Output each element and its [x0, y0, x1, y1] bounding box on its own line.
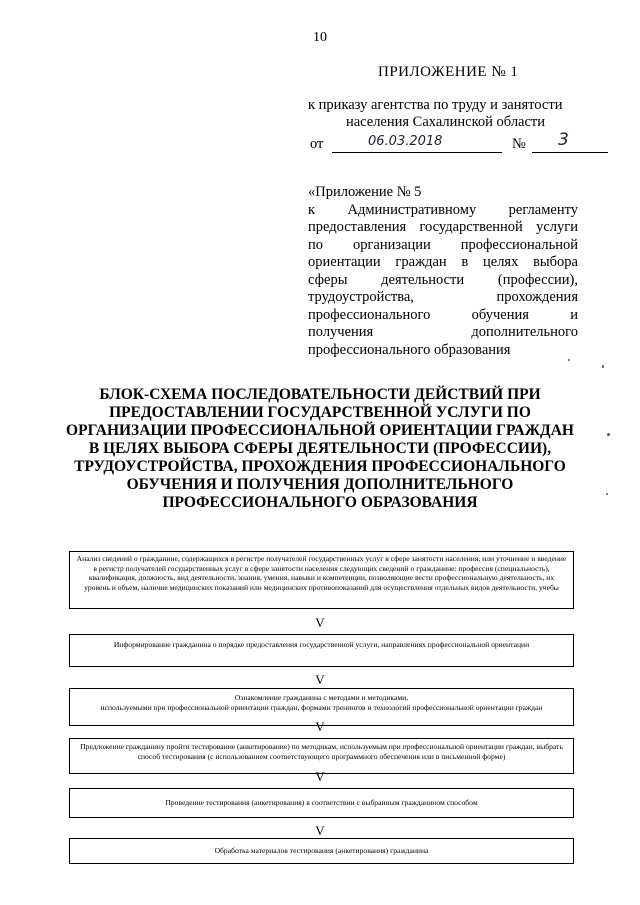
title-line: БЛОК-СХЕМА ПОСЛЕДОВАТЕЛЬНОСТИ ДЕЙСТВИЙ ПРИ [99, 386, 541, 403]
date-value: 06.03.2018 [368, 134, 443, 149]
step-6-text: Обработка материалов тестирования (анкетирования) гражданина [214, 846, 429, 855]
number-underline [532, 152, 608, 153]
date-underline [332, 152, 502, 153]
flow-arrow: V [315, 672, 325, 687]
flow-arrow: V [315, 615, 325, 630]
flow-arrow: V [315, 769, 325, 784]
flow-arrow: V [315, 823, 325, 838]
title-line: ТРУДОУСТРОЙСТВА, ПРОХОЖДЕНИЯ ПРОФЕССИОНАЛЬНОГО [74, 458, 566, 475]
number-value: 3 [558, 130, 569, 150]
flowchart-step-5 [69, 788, 574, 818]
step-3-text-line-1: Ознакомление гражданина с методами и методиками, [234, 693, 409, 702]
regulation-line: к Административному регламенту [308, 201, 578, 218]
regulation-line: профессионального образования [308, 341, 511, 358]
title-line: ОБУЧЕНИЯ И ПОЛУЧЕНИЯ ДОПОЛНИТЕЛЬНОГО [126, 476, 514, 493]
page-number: 10 [313, 30, 327, 45]
order-reference [308, 97, 583, 131]
step-5-text: Проведение тестирования (анкетирования) в соответствии с выбранным гражданином способом [165, 798, 478, 807]
regulation-line: получения дополнительного [308, 324, 578, 340]
number-label: № [512, 136, 526, 152]
date-label: от [310, 136, 324, 152]
step-4-text: Предложение гражданину пройти тестирование (анкетирование) по методикам, используемым при профессиональной ориентации граждан, выбрать способ тестирования (с использованием соответствующего программного обеспечения или в письменной форме) [80, 742, 563, 761]
regulation-line: профессионального обучения и [308, 306, 578, 323]
step-2-text: Информирование гражданина о порядке предоставления государственной услуги, направлениях профессиональной ориентации [113, 640, 530, 649]
regulation-line: ориентации граждан в целях выбора [308, 254, 578, 270]
scan-speck [602, 365, 604, 368]
flowchart-step-6 [69, 838, 574, 864]
title-line: В ЦЕЛЯХ ВЫБОРА СФЕРЫ ДЕЯТЕЛЬНОСТИ (ПРОФЕССИИ), [88, 440, 552, 457]
flowchart-step-1 [69, 551, 574, 609]
flowchart-step-2 [69, 634, 574, 667]
order-line-2: населения Сахалинской области [345, 114, 546, 130]
order-date-number [310, 130, 610, 154]
title-line: ПРОФЕССИОНАЛЬНОГО ОБРАЗОВАНИЯ [162, 494, 478, 511]
regulation-line: сферы деятельности (профессии), [308, 271, 578, 288]
title-line: ОРГАНИЗАЦИИ ПРОФЕССИОНАЛЬНОЙ ОРИЕНТАЦИИ ГРАЖДАН [66, 422, 574, 439]
flow-arrow: V [315, 719, 325, 734]
regulation-line: по организации профессиональной [308, 236, 578, 253]
step-3-text-line-2: используемыми при профессиональной ориентации граждан, формами тренингов и технологий профессиональной ориентации граждан [100, 702, 543, 712]
appendix-title: ПРИЛОЖЕНИЕ № 1 [378, 64, 519, 80]
scan-speck [606, 493, 608, 495]
order-line-1: к приказу агентства по труду и занятости [308, 97, 563, 113]
regulation-line: предоставления государственной услуги [308, 219, 578, 235]
title-line: ПРЕДОСТАВЛЕНИИ ГОСУДАРСТВЕННОЙ УСЛУГИ ПО [109, 404, 531, 421]
scan-speck [568, 359, 570, 361]
regulation-reference [308, 184, 578, 359]
scan-speck [607, 433, 610, 436]
regulation-line: трудоустройства, прохождения [308, 289, 578, 305]
step-1-text: Анализ сведений о гражданине, содержащихся в регистре получателей государственных услуг в сфере занятости населения, или уточнение и введение в регистр получателей государственных услуг в сфере занятости населения следующих сведений о гражданине: профессия (специальность), квалификация, должность, вид деятельности, знания, умения, навыки и компетенции, позволяющие вести профессиональную деятельность, их уровень и объем, наличие медицинских показаний или медицинских противопоказаний для осуществления отдельных видов деятельности, учебы [76, 554, 567, 592]
flowchart-title [60, 386, 580, 512]
regulation-line: «Приложение № 5 [308, 184, 422, 200]
